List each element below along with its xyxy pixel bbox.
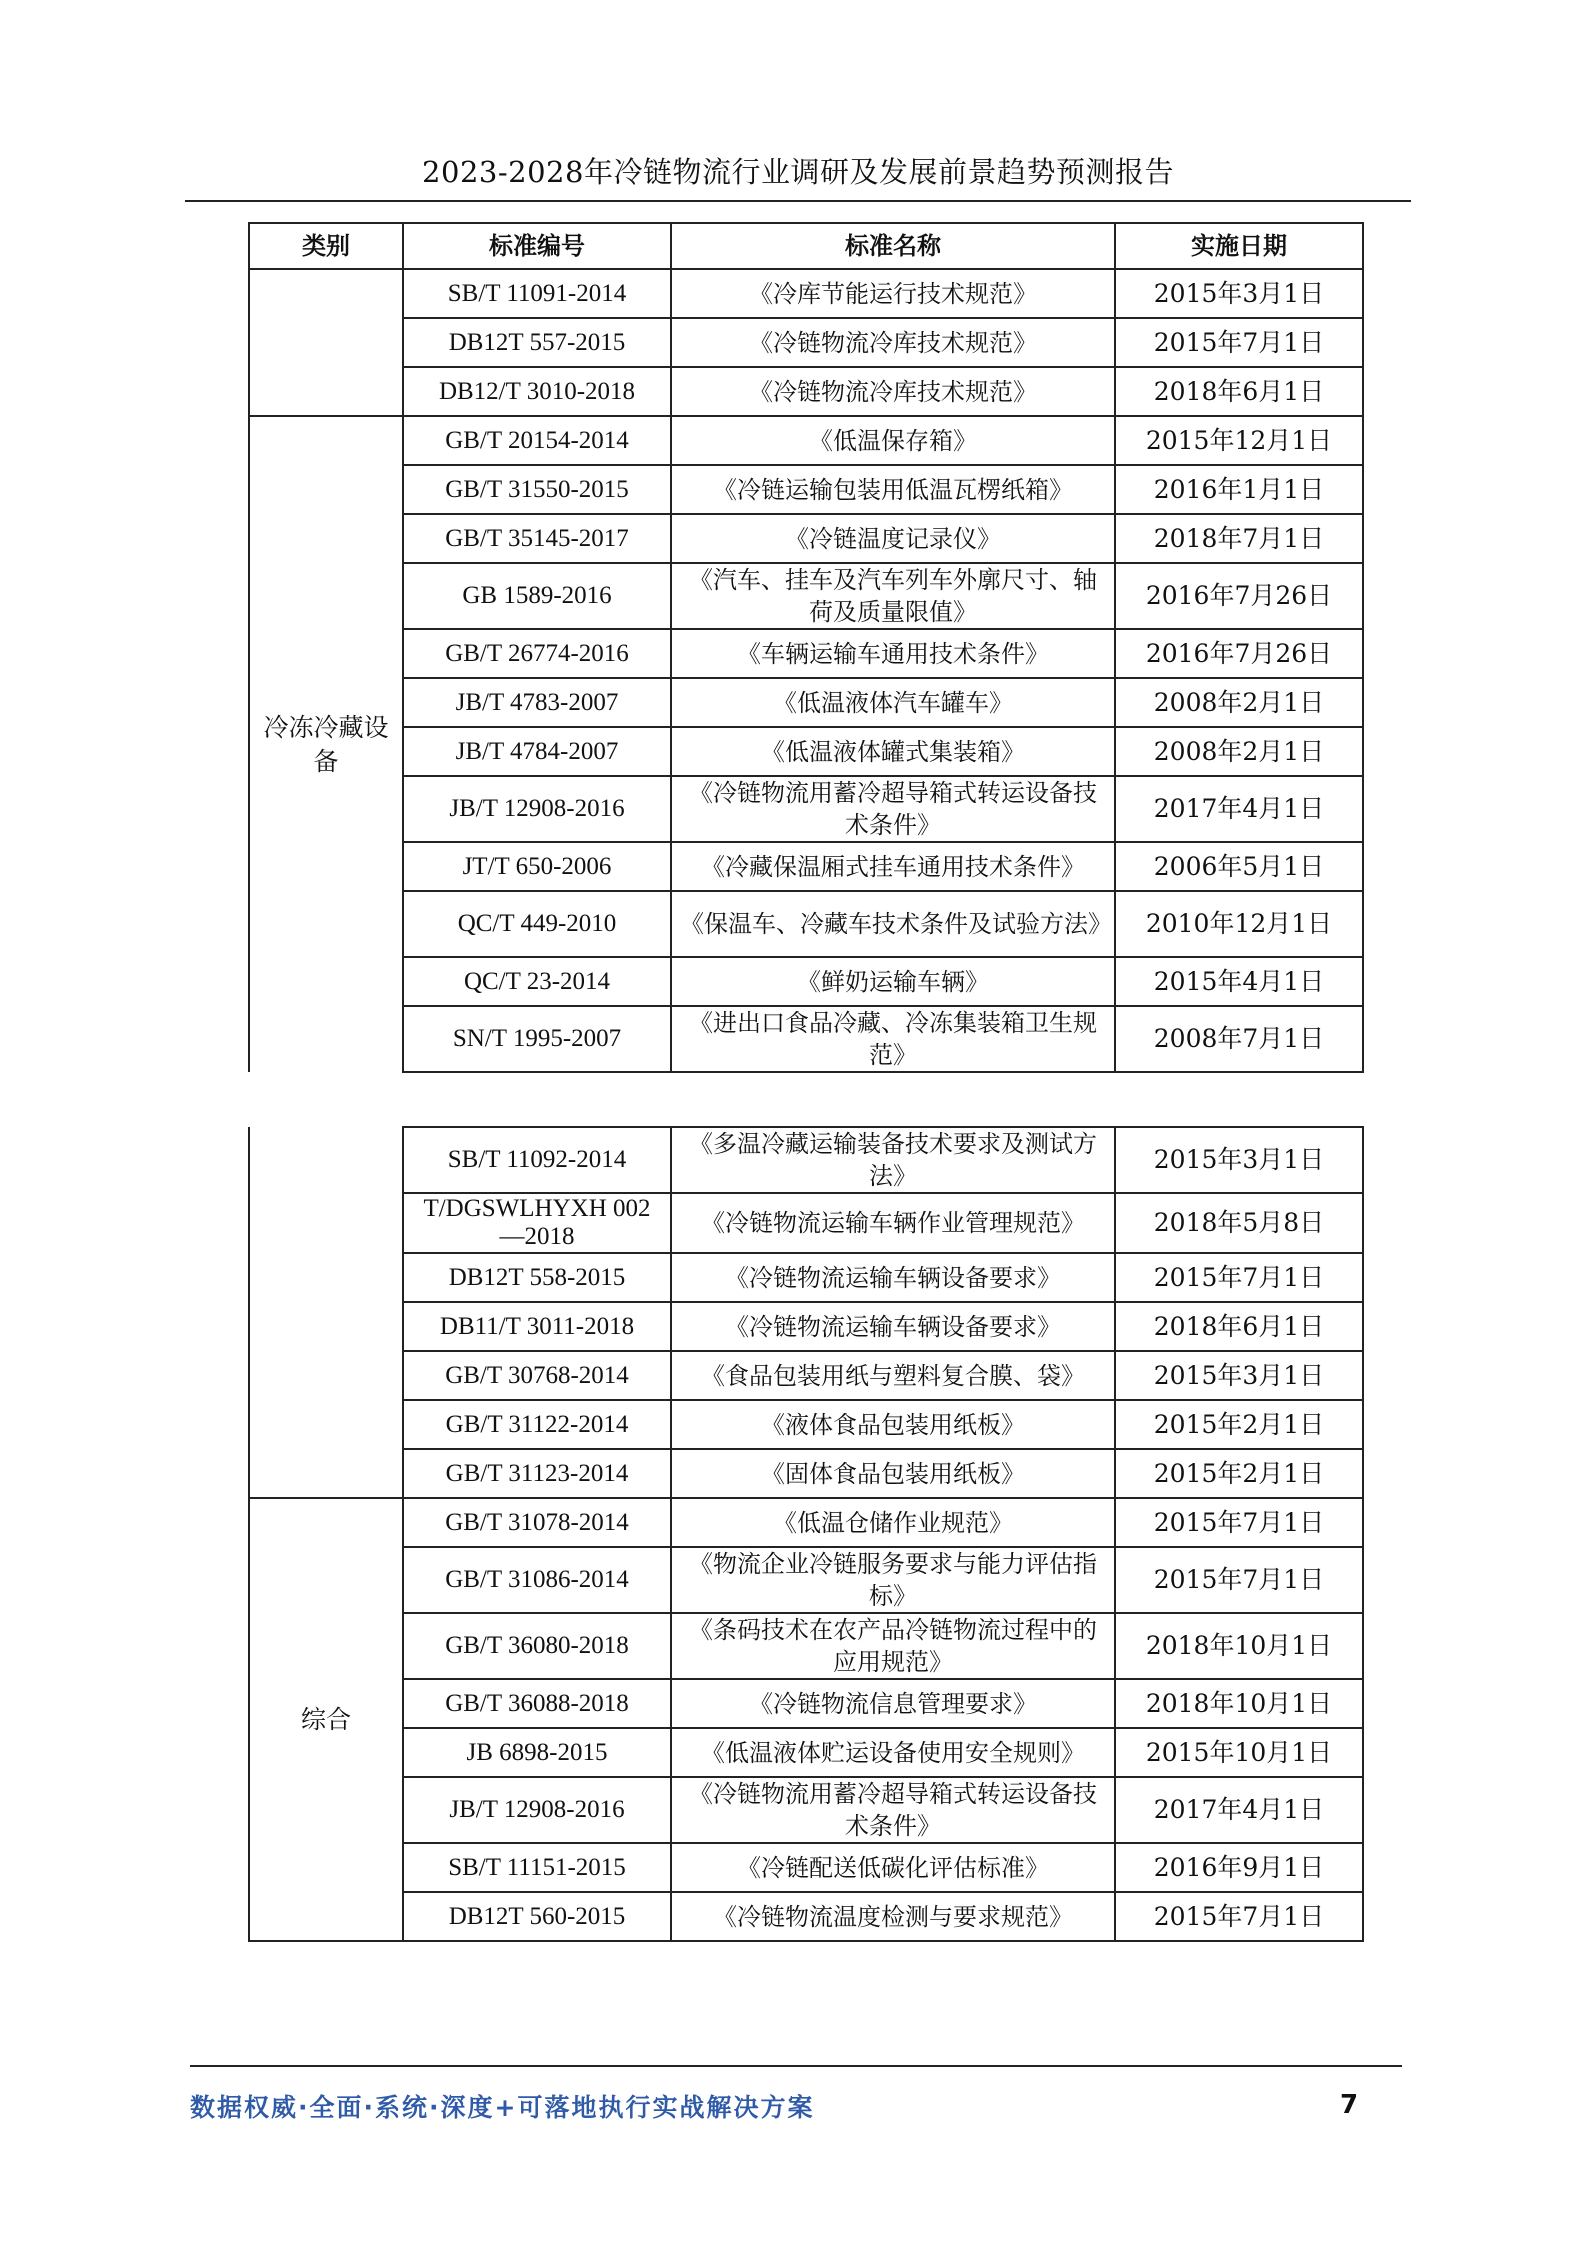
standard-name: 《低温液体罐式集装箱》 [671,727,1115,776]
effective-date: 2018年10月1日 [1115,1613,1363,1679]
standard-name: 《冷藏保温厢式挂车通用技术条件》 [671,842,1115,891]
standard-code: SB/T 11092-2014 [403,1127,671,1193]
effective-date: 2015年2月1日 [1115,1449,1363,1498]
standard-name: 《冷链物流冷库技术规范》 [671,367,1115,416]
table-row [249,1127,1363,1193]
effective-date: 2018年7月1日 [1115,514,1363,563]
standard-name: 《车辆运输车通用技术条件》 [671,629,1115,678]
effective-date: 2016年9月1日 [1115,1843,1363,1892]
standard-name: 《冷链物流用蓄冷超导箱式转运设备技术条件》 [671,776,1115,842]
effective-date: 2015年3月1日 [1115,1127,1363,1193]
standard-name: 《冷链运输包装用低温瓦楞纸箱》 [671,465,1115,514]
effective-date: 2006年5月1日 [1115,842,1363,891]
effective-date: 2008年7月1日 [1115,1006,1363,1072]
standard-code: QC/T 449-2010 [403,891,671,957]
effective-date: 2018年10月1日 [1115,1679,1363,1728]
column-header-code: 标准编号 [403,223,671,269]
standard-code: GB/T 36088-2018 [403,1679,671,1728]
table-row [249,1547,1363,1613]
standard-code: JB 6898-2015 [403,1728,671,1777]
effective-date: 2015年7月1日 [1115,1253,1363,1302]
table-row [249,891,1363,957]
table-row [249,1892,1363,1941]
table-header-row [249,223,1363,269]
standard-name: 《冷链配送低碳化评估标准》 [671,1843,1115,1892]
table-row [249,465,1363,514]
effective-date: 2015年7月1日 [1115,1547,1363,1613]
effective-date: 2008年2月1日 [1115,678,1363,727]
standard-name: 《多温冷藏运输装备技术要求及测试方法》 [671,1127,1115,1193]
standard-code: GB/T 20154-2014 [403,416,671,465]
standard-code: GB/T 31123-2014 [403,1449,671,1498]
effective-date: 2015年7月1日 [1115,318,1363,367]
standard-code: JT/T 650-2006 [403,842,671,891]
table-row [249,957,1363,1006]
standard-code: GB 1589-2016 [403,563,671,629]
standard-code: SB/T 11151-2015 [403,1843,671,1892]
page-number: 7 [1340,2090,1359,2120]
table-row [249,1843,1363,1892]
standards-table-part-1 [248,222,1364,1073]
standard-name: 《物流企业冷链服务要求与能力评估指标》 [671,1547,1115,1613]
standard-code: GB/T 31086-2014 [403,1547,671,1613]
standard-name: 《冷链物流信息管理要求》 [671,1679,1115,1728]
table-row [249,1449,1363,1498]
standard-code: DB12T 557-2015 [403,318,671,367]
standard-code: JB/T 12908-2016 [403,776,671,842]
standard-code: GB/T 36080-2018 [403,1613,671,1679]
effective-date: 2018年5月8日 [1115,1193,1363,1253]
standard-name: 《冷链温度记录仪》 [671,514,1115,563]
standard-name: 《冷链物流运输车辆设备要求》 [671,1302,1115,1351]
effective-date: 2015年7月1日 [1115,1498,1363,1547]
footer-slogan: 数据权威·全面·系统·深度+可落地执行实战解决方案 [190,2093,815,2122]
standard-name: 《保温车、冷藏车技术条件及试验方法》 [671,891,1115,957]
table-row [249,842,1363,891]
table-row [249,367,1363,416]
effective-date: 2018年6月1日 [1115,367,1363,416]
table-row [249,629,1363,678]
standard-code: DB12T 558-2015 [403,1253,671,1302]
table-row [249,1302,1363,1351]
standard-name: 《低温保存箱》 [671,416,1115,465]
standard-code: GB/T 31078-2014 [403,1498,671,1547]
effective-date: 2015年2月1日 [1115,1400,1363,1449]
table-row [249,1006,1363,1072]
footer-divider [190,2065,1402,2067]
category-cell: 综合 [249,1498,403,1941]
effective-date: 2010年12月1日 [1115,891,1363,957]
standard-code: GB/T 30768-2014 [403,1351,671,1400]
standard-name: 《鲜奶运输车辆》 [671,957,1115,1006]
effective-date: 2015年4月1日 [1115,957,1363,1006]
standard-code: DB11/T 3011-2018 [403,1302,671,1351]
column-header-date: 实施日期 [1115,223,1363,269]
standard-name: 《液体食品包装用纸板》 [671,1400,1115,1449]
effective-date: 2017年4月1日 [1115,1777,1363,1843]
header-divider [185,200,1411,202]
table-row [249,1253,1363,1302]
effective-date: 2008年2月1日 [1115,727,1363,776]
standard-name: 《冷链物流用蓄冷超导箱式转运设备技术条件》 [671,1777,1115,1843]
column-header-name: 标准名称 [671,223,1115,269]
table-row [249,318,1363,367]
table-row [249,269,1363,318]
standard-name: 《低温液体贮运设备使用安全规则》 [671,1728,1115,1777]
standard-name: 《冷库节能运行技术规范》 [671,269,1115,318]
standard-name: 《冷链物流运输车辆作业管理规范》 [671,1193,1115,1253]
standard-name: 《低温液体汽车罐车》 [671,678,1115,727]
effective-date: 2015年3月1日 [1115,269,1363,318]
table-row [249,514,1363,563]
effective-date: 2016年7月26日 [1115,563,1363,629]
standard-name: 《固体食品包装用纸板》 [671,1449,1115,1498]
standard-code: DB12T 560-2015 [403,1892,671,1941]
table-row [249,776,1363,842]
standard-code: GB/T 31550-2015 [403,465,671,514]
page-header-title: 2023-2028年冷链物流行业调研及发展前景趋势预测报告 [422,155,1174,189]
standard-code: JB/T 4784-2007 [403,727,671,776]
effective-date: 2015年10月1日 [1115,1728,1363,1777]
standard-code: GB/T 35145-2017 [403,514,671,563]
standard-name: 《冷链物流冷库技术规范》 [671,318,1115,367]
table-row [249,563,1363,629]
effective-date: 2017年4月1日 [1115,776,1363,842]
standard-name: 《条码技术在农产品冷链物流过程中的应用规范》 [671,1613,1115,1679]
standard-code: SB/T 11091-2014 [403,269,671,318]
table-row [249,416,1363,465]
effective-date: 2015年3月1日 [1115,1351,1363,1400]
category-cell: 冷冻冷藏设备 [249,416,403,1072]
standard-code: DB12/T 3010-2018 [403,367,671,416]
standard-code: GB/T 26774-2016 [403,629,671,678]
table-row [249,1400,1363,1449]
effective-date: 2016年7月26日 [1115,629,1363,678]
category-cell [249,1127,403,1498]
standard-code: SN/T 1995-2007 [403,1006,671,1072]
effective-date: 2015年12月1日 [1115,416,1363,465]
effective-date: 2015年7月1日 [1115,1892,1363,1941]
table-row [249,1728,1363,1777]
table-row [249,1351,1363,1400]
column-header-category: 类别 [249,223,403,269]
standard-code: JB/T 4783-2007 [403,678,671,727]
standards-table-part-2 [248,1126,1364,1942]
standard-code: QC/T 23-2014 [403,957,671,1006]
standard-name: 《冷链物流温度检测与要求规范》 [671,1892,1115,1941]
standard-name: 《冷链物流运输车辆设备要求》 [671,1253,1115,1302]
standard-code: GB/T 31122-2014 [403,1400,671,1449]
table-row [249,1613,1363,1679]
table-row [249,1498,1363,1547]
standard-code: JB/T 12908-2016 [403,1777,671,1843]
table-row [249,1679,1363,1728]
standard-name: 《进出口食品冷藏、冷冻集装箱卫生规范》 [671,1006,1115,1072]
standard-code: T/DGSWLHYXH 002—2018 [403,1193,671,1253]
table-row [249,678,1363,727]
standard-name: 《低温仓储作业规范》 [671,1498,1115,1547]
category-cell [249,269,403,416]
standard-name: 《食品包装用纸与塑料复合膜、袋》 [671,1351,1115,1400]
table-row [249,727,1363,776]
table-row [249,1777,1363,1843]
standard-name: 《汽车、挂车及汽车列车外廓尺寸、轴荷及质量限值》 [671,563,1115,629]
effective-date: 2016年1月1日 [1115,465,1363,514]
effective-date: 2018年6月1日 [1115,1302,1363,1351]
table-row [249,1193,1363,1253]
